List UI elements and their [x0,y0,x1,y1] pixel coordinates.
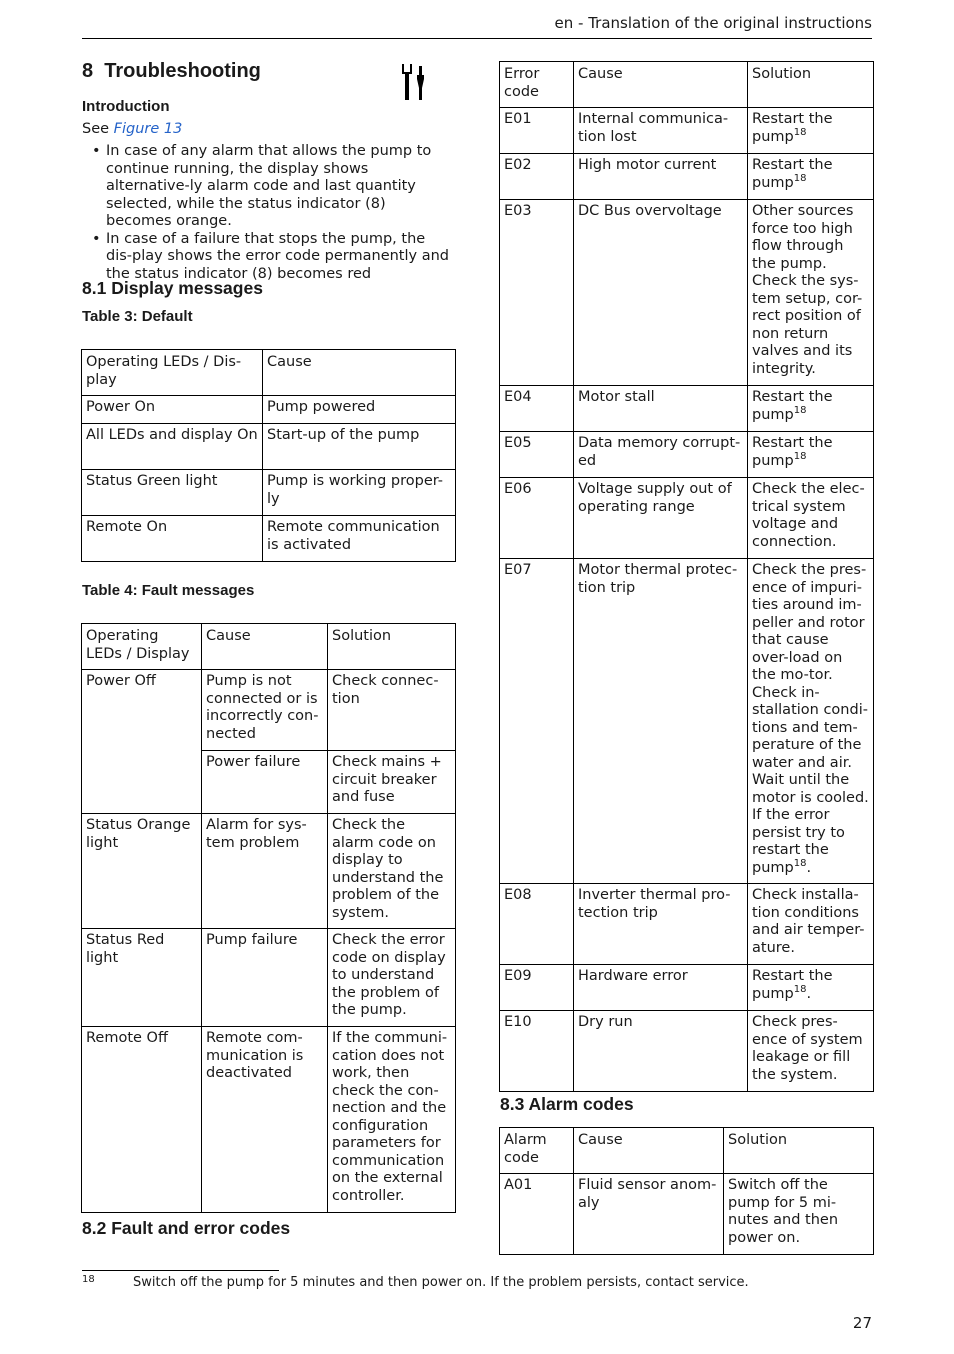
header-divider [82,38,872,39]
solution-text: Restart the pump [752,435,833,469]
table-row [500,108,874,154]
table-cell: Power Off [82,670,202,814]
table-cell: Check the error code on display to understand the problem of the pump. [328,929,456,1027]
alarm-codes-heading: 8.3 Alarm codes [500,1094,634,1114]
tools-icon [400,62,432,102]
table-cell: Power failure [202,751,328,814]
table-cell: Pump is not connected or is incorrectly con-nected [202,670,328,751]
table-cell [748,559,874,884]
table-cell: Remote Off [82,1027,202,1213]
table-cell: Internal communica-tion lost [574,108,748,154]
table-cell [748,386,874,432]
table-header-row [500,1128,874,1174]
solution-text: Check the pres-ence of impuri-ties around im-peller and rotor that cause over-load on the mo-tor. Check in-stallation condi-tions and tem-perature of the water and air. Wait until the motor is cooled. If the error persist try to restart the pump [752,562,869,876]
table-cell: Inverter thermal pro-tection trip [574,884,748,965]
page-number: 27 [852,1314,872,1332]
table-cell: Remote communication is activated [263,516,456,562]
column-header: Cause [574,1128,724,1174]
table-cell: E02 [500,154,574,200]
table-row [82,470,456,516]
table-cell: A01 [500,1174,574,1255]
table-cell: Check the elec-trical system voltage and connection. [748,478,874,559]
table-cell: Check installa-tion conditions and air temper-ature. [748,884,874,965]
table-cell: Check pres-ence of system leakage or fill the system. [748,1011,874,1092]
table-cell: Data memory corrupt-ed [574,432,748,478]
table-row [500,478,874,559]
ref-suffix: . [806,859,812,876]
intro-bullet: • In case of a failure that stops the pump, the dis-play shows the error code permanently and the status indicator (8) becomes red [82,231,454,284]
table-cell [748,154,874,200]
footnote-ref: 18 [793,857,807,869]
table-cell: E08 [500,884,574,965]
see-prefix: See [82,121,110,137]
table-cell: Motor thermal protec-tion trip [574,559,748,884]
table-header-row [82,624,456,670]
footnote-number: 18 [82,1274,95,1285]
section-number: 8 [82,60,94,82]
column-header: Solution [748,62,874,108]
ref-suffix: . [806,985,812,1002]
section-title-text: Troubleshooting [104,60,261,82]
table-cell: Status Green light [82,470,263,516]
table-cell: Check mains + circuit breaker and fuse [328,751,456,814]
footnote-divider [82,1270,279,1271]
fault-codes-heading: 8.2 Fault and error codes [82,1218,291,1238]
table-cell: Motor stall [574,386,748,432]
table-row [82,516,456,562]
table-cell: Hardware error [574,965,748,1011]
table4-caption: Table 4: Fault messages [82,582,255,599]
table-row [500,1011,874,1092]
table-cell: E06 [500,478,574,559]
table-cell: All LEDs and display On [82,424,263,470]
table-row [82,814,456,929]
footnote-ref: 18 [793,172,807,184]
column-header: Solution [724,1128,874,1174]
table-cell: E09 [500,965,574,1011]
footnote-ref: 18 [793,450,807,462]
column-header: Cause [574,62,748,108]
running-header: en - Translation of the original instructions [554,14,872,32]
column-header: Solution [328,624,456,670]
table-row [82,1027,456,1213]
table-row [500,884,874,965]
solution-text: Restart the pump [752,968,833,1002]
table-cell [748,108,874,154]
table-cell: Switch off the pump for 5 mi-nutes and then power on. [724,1174,874,1255]
table3-caption: Table 3: Default [82,308,193,325]
table-row [82,670,456,751]
footnote-text: Switch off the pump for 5 minutes and then power on. If the problem persists, contact service. [133,1275,749,1290]
table-cell: Voltage supply out of operating range [574,478,748,559]
table-cell: E05 [500,432,574,478]
table-cell: Status Orange light [82,814,202,929]
table-cell: Status Red light [82,929,202,1027]
alarm-codes-table [499,1127,874,1255]
intro-bullet-list [82,143,454,283]
default-messages-table [81,349,456,562]
table-row [500,965,874,1011]
table-cell: E04 [500,386,574,432]
table-cell: Pump powered [263,396,456,424]
column-header: Cause [202,624,328,670]
table-cell: DC Bus overvoltage [574,200,748,386]
table-row [500,432,874,478]
table-row [500,1174,874,1255]
table-cell [748,965,874,1011]
footnote-ref: 18 [793,126,807,138]
error-codes-table [499,61,874,1092]
table-row [500,200,874,386]
table-cell: E03 [500,200,574,386]
table-row [82,396,456,424]
intro-bullet: • In case of any alarm that allows the pump to continue running, the display shows alternative-ly alarm code and last quantity selected, while the status indicator (8) becomes orange. [82,143,454,231]
column-header: Operating LEDs / Dis-play [82,350,263,396]
footnote-ref: 18 [793,983,807,995]
intro-heading: Introduction [82,98,170,115]
table-row [500,559,874,884]
footnote-ref: 18 [793,404,807,416]
display-messages-heading: 8.1 Display messages [82,278,263,298]
see-figure-line [82,121,182,139]
table-cell: Dry run [574,1011,748,1092]
table-header-row [500,62,874,108]
table-cell: Pump failure [202,929,328,1027]
table-cell: High motor current [574,154,748,200]
table-cell: Start-up of the pump [263,424,456,470]
section-title [82,60,261,83]
table-cell: E07 [500,559,574,884]
table-cell: Pump is working proper-ly [263,470,456,516]
column-header: Error code [500,62,574,108]
column-header: Alarm code [500,1128,574,1174]
table-row [500,386,874,432]
table-row [500,154,874,200]
table-cell [748,432,874,478]
table-row [82,929,456,1027]
table-cell: Check the alarm code on display to understand the problem of the system. [328,814,456,929]
table-cell: Check connec-tion [328,670,456,751]
table-header-row [82,350,456,396]
table-cell: Remote com-munication is deactivated [202,1027,328,1213]
figure-link[interactable]: Figure 13 [113,121,183,137]
column-header: Cause [263,350,456,396]
fault-messages-table [81,623,456,1213]
column-header: Operating LEDs / Display [82,624,202,670]
table-cell: Fluid sensor anom-aly [574,1174,724,1255]
table-cell: Remote On [82,516,263,562]
table-cell: Power On [82,396,263,424]
solution-text: Restart the pump [752,111,833,145]
table-cell: Alarm for sys-tem problem [202,814,328,929]
solution-text: Restart the pump [752,389,833,423]
table-cell: Other sources force too high flow through the pump. Check the sys-tem setup, cor-rect position of non return valves and its integrity. [748,200,874,386]
table-cell: E10 [500,1011,574,1092]
table-cell: E01 [500,108,574,154]
solution-text: Restart the pump [752,157,833,191]
table-cell: If the communi-cation does not work, then check the con-nection and the configuration parameters for communication on the external controller. [328,1027,456,1213]
table-row [82,424,456,470]
